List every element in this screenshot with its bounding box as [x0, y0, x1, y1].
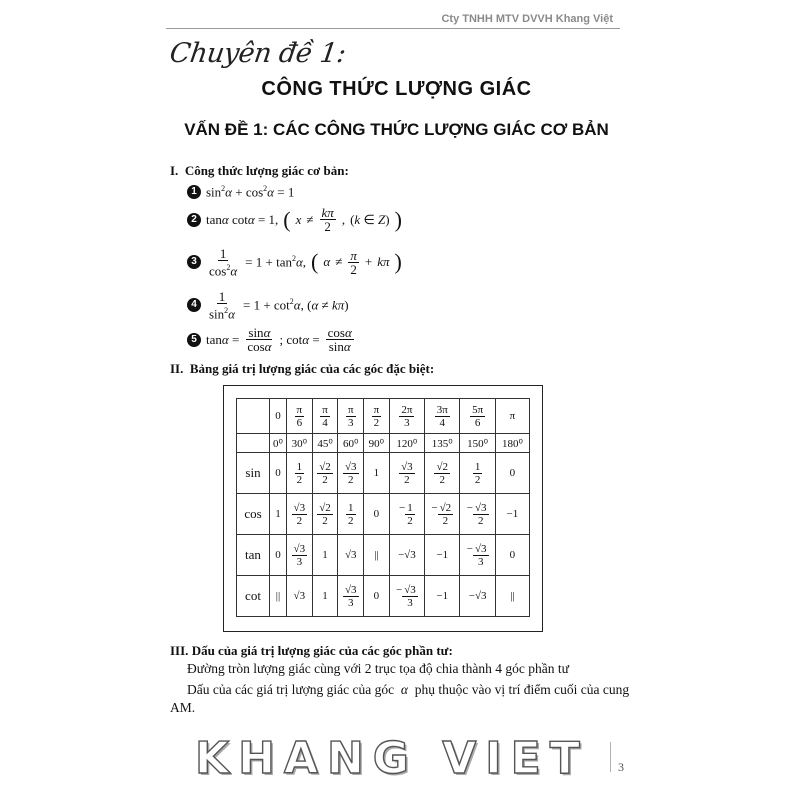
- radian-header-row: [237, 399, 530, 434]
- value-cell: −√3: [460, 576, 495, 617]
- value-cell: $\frac{√2}{2}$: [425, 453, 460, 494]
- value-cell: 1: [312, 576, 338, 617]
- value-cell: 1: [312, 535, 338, 576]
- value-cell: 0: [270, 535, 287, 576]
- value-cell: ||: [364, 535, 390, 576]
- value-cell: − $\frac{√3}{2}$: [460, 494, 495, 535]
- radian-cell: $\frac{\pi}{2}$: [364, 399, 390, 434]
- radian-cell: $\frac{\pi}{4}$: [312, 399, 338, 434]
- value-cell: 1: [270, 494, 287, 535]
- formula-4: 4 $\frac{1}{\sin^2\alpha}$ = $1 + \cot^2\alpha$, (α ≠ kπ): [187, 290, 349, 320]
- degree-cell: 120⁰: [389, 434, 424, 453]
- radian-cell: $\frac{3\pi}{4}$: [425, 399, 460, 434]
- value-cell: 0: [270, 453, 287, 494]
- value-cell: −1: [495, 494, 529, 535]
- radian-cell: $\frac{5\pi}{6}$: [460, 399, 495, 434]
- section-1-title: Công thức lượng giác cơ bản:: [184, 163, 349, 178]
- section-3-heading: [170, 643, 453, 659]
- paragraph-2: [187, 682, 629, 698]
- paragraph-2-start: Dấu của các giá trị lượng giác của góc: [187, 682, 395, 697]
- value-cell: − $\frac{√2}{2}$: [425, 494, 460, 535]
- value-cell: √3: [338, 535, 364, 576]
- section-title: VẤN ĐỀ 1: CÁC CÔNG THỨC LƯỢNG GIÁC CƠ BẢN: [184, 120, 609, 139]
- degree-cell: 90⁰: [364, 434, 390, 453]
- section-3-label: III.: [170, 643, 189, 658]
- value-cell: √3: [286, 576, 312, 617]
- table-row-tan: [237, 535, 530, 576]
- header-rule: [166, 28, 620, 29]
- value-cell: − $\frac{√3}{3}$: [460, 535, 495, 576]
- formula-2: 2 tanα cotα = 1, ( x ≠ $\frac{k\pi}{2}$ , (k ∈ Z) ): [187, 206, 402, 233]
- paragraph-2-end: phụ thuộc vào vị trí điểm cuối của cung: [414, 682, 630, 697]
- formula-number-4: 4: [187, 298, 201, 312]
- value-cell: −1: [425, 576, 460, 617]
- value-cell: $\frac{√2}{2}$: [312, 453, 338, 494]
- corner-cell: [237, 399, 270, 434]
- value-cell: − $\frac{√3}{3}$: [389, 576, 424, 617]
- table-row-cot: [237, 576, 530, 617]
- value-cell: −1: [425, 535, 460, 576]
- section-2-title: Bảng giá trị lượng giác của các góc đặc biệt:: [189, 361, 435, 376]
- formula-number-3: 3: [187, 255, 201, 269]
- value-cell: $\frac{1}{2}$: [286, 453, 312, 494]
- publisher-header: Cty TNHH MTV DVVH Khang Việt: [441, 13, 613, 25]
- value-cell: $\frac{√3}{2}$: [286, 494, 312, 535]
- value-cell: ||: [270, 576, 287, 617]
- function-label: cot: [237, 576, 270, 617]
- function-label: cos: [237, 494, 270, 535]
- footer-rule: [610, 742, 611, 772]
- value-cell: 0: [364, 576, 390, 617]
- degree-cell: 180⁰: [495, 434, 529, 453]
- value-cell: ||: [495, 576, 529, 617]
- degree-cell: 135⁰: [425, 434, 460, 453]
- degree-header-row: [237, 434, 530, 453]
- section-1-heading: [170, 163, 349, 179]
- section-2-heading: [170, 361, 434, 377]
- degree-cell: 30⁰: [286, 434, 312, 453]
- section-3-title: Dấu của giá trị lượng giác của các góc phần tư:: [191, 643, 453, 658]
- value-cell: $\frac{√3}{2}$: [389, 453, 424, 494]
- value-cell: $\frac{1}{2}$: [338, 494, 364, 535]
- section-1-label: I.: [170, 163, 179, 178]
- value-cell: −√3: [389, 535, 424, 576]
- trig-values-table-frame: [223, 385, 543, 632]
- radian-cell: $\frac{\pi}{6}$: [286, 399, 312, 434]
- formula-5: 5 tanα = $\frac{\sin\alpha}{\cos\alpha}$ ; cotα = $\frac{\cos\alpha}{\sin\alpha}$: [187, 326, 355, 353]
- radian-cell: $\frac{\pi}{3}$: [338, 399, 364, 434]
- section-2-label: II.: [170, 361, 184, 376]
- table-row-cos: [237, 494, 530, 535]
- degree-cell: 150⁰: [460, 434, 495, 453]
- chapter-heading: Chuyên đề 1:: [167, 38, 348, 69]
- radian-cell: 0: [270, 399, 287, 434]
- value-cell: $\frac{1}{2}$: [460, 453, 495, 494]
- page-number: 3: [618, 760, 624, 774]
- function-label: tan: [237, 535, 270, 576]
- value-cell: 0: [495, 453, 529, 494]
- formula-number-5: 5: [187, 333, 201, 347]
- alpha-symbol: α: [400, 682, 408, 697]
- value-cell: $\frac{√3}{2}$: [338, 453, 364, 494]
- degree-cell: 0⁰: [270, 434, 287, 453]
- function-label: sin: [237, 453, 270, 494]
- formula-number-1: 1: [187, 185, 201, 199]
- value-cell: $\frac{√2}{2}$: [312, 494, 338, 535]
- paragraph-1: Đường tròn lượng giác cùng với 2 trục tọa độ chia thành 4 góc phần tư: [187, 661, 569, 676]
- value-cell: $\frac{√3}{3}$: [286, 535, 312, 576]
- radian-cell: π: [495, 399, 529, 434]
- degree-cell: 60⁰: [338, 434, 364, 453]
- value-cell: 0: [495, 535, 529, 576]
- corner-cell: [237, 434, 270, 453]
- value-cell: 1: [364, 453, 390, 494]
- radian-cell: $\frac{2\pi}{3}$: [389, 399, 424, 434]
- watermark-logo: KHANG VIET: [195, 733, 589, 784]
- formula-1: 1 $\sin^2\alpha + \cos^2\alpha = 1$: [187, 184, 294, 200]
- degree-cell: 45⁰: [312, 434, 338, 453]
- trig-values-table: [236, 398, 530, 617]
- page-title: CÔNG THỨC LƯỢNG GIÁC: [261, 78, 532, 100]
- paragraph-3: AM.: [170, 700, 196, 715]
- formula-3: 3 $\frac{1}{\cos^2\alpha}$ = $1 + \tan^2\alpha$, ( α ≠ $\frac{\pi}{2}$ + kπ ): [187, 247, 402, 277]
- table-row-sin: [237, 453, 530, 494]
- value-cell: − $\frac{1}{2}$: [389, 494, 424, 535]
- value-cell: $\frac{√3}{3}$: [338, 576, 364, 617]
- formula-number-2: 2: [187, 213, 201, 227]
- value-cell: 0: [364, 494, 390, 535]
